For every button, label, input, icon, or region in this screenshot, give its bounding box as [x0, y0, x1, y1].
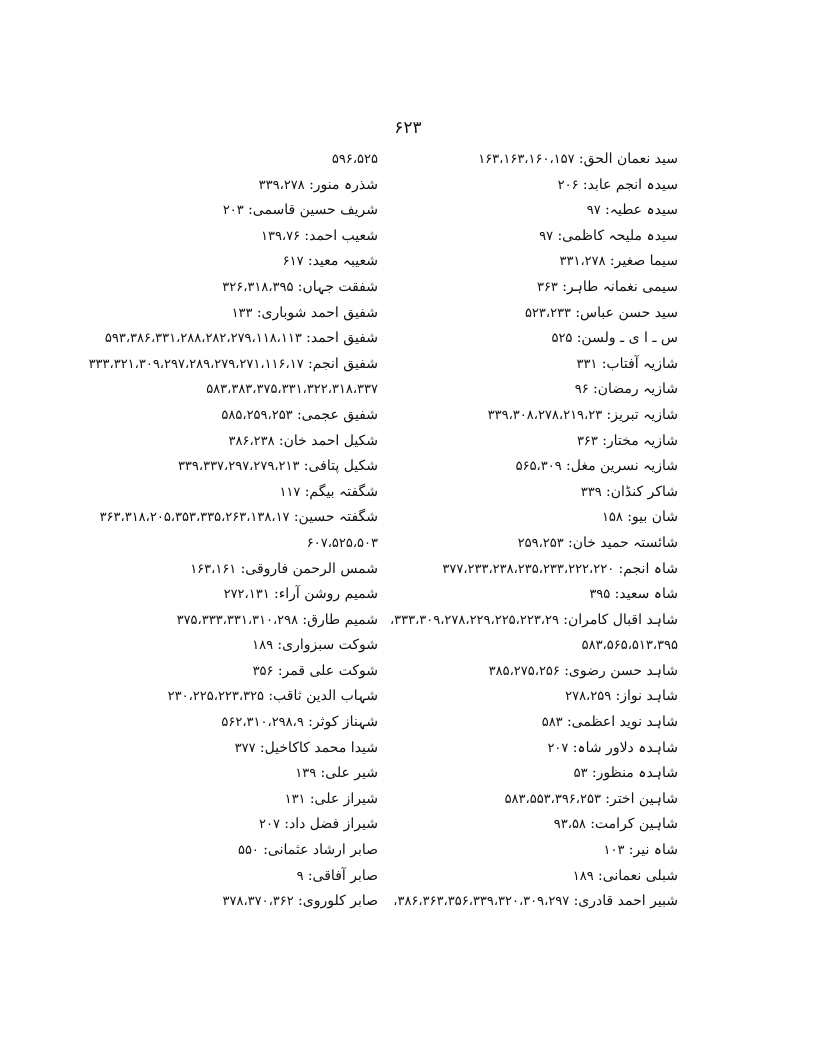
- entry-pages: ۳۶۳،۳۱۸،۲۰۵،۳۵۳،۳۳۵،۲۶۳،۱۳۸،۱۷: [99, 510, 290, 526]
- entry-pages: ۱۱۷: [279, 484, 301, 500]
- entry-pages: ۹: [296, 868, 304, 884]
- index-entry: [108, 429, 378, 455]
- index-entry: [108, 582, 378, 608]
- entry-name: سیما صغیر:: [609, 253, 678, 270]
- entry-name: صابر کلوروی:: [298, 893, 378, 910]
- index-entry: [428, 710, 678, 736]
- index-entry: [428, 224, 678, 250]
- entry-name: شہاب الدین ثاقب:: [268, 688, 378, 705]
- index-entry: [108, 275, 378, 301]
- entry-pages: ۱۳۹،۷۶: [260, 228, 301, 244]
- index-entry: [428, 582, 678, 608]
- index-entry: [108, 812, 378, 838]
- entry-pages: ۱۳۳: [231, 305, 253, 321]
- index-entry: [428, 249, 678, 275]
- entry-name: شازیہ آفتاب:: [601, 355, 678, 372]
- index-entry: [428, 173, 678, 199]
- index-entry: [428, 301, 678, 327]
- entry-name: سیدہ انجم عابد:: [582, 176, 678, 193]
- index-entry: [108, 301, 378, 327]
- index-entry: [108, 224, 378, 250]
- entry-pages: ۳۶۳: [536, 279, 558, 295]
- entry-name: شفیق انجم:: [307, 355, 378, 372]
- entry-pages: ۵۹۳،۳۸۶،۳۳۱،۲۸۸،۲۸۲،۲۷۹،۱۱۸،۱۱۳: [104, 331, 302, 347]
- index-entry: [428, 864, 678, 890]
- entry-pages: ۳۶۳: [576, 433, 598, 449]
- entry-pages: ۵۶۲،۳۱۰،۲۹۸،۹: [221, 715, 304, 731]
- entry-name: شریف حسین قاسمی:: [248, 202, 378, 219]
- index-entry: [428, 736, 678, 762]
- index-column-right: [389, 147, 678, 915]
- entry-pages: ۲۰۶: [557, 177, 579, 193]
- entry-pages: ۳۸۶،۲۳۸: [228, 433, 275, 449]
- entry-name: شفیق احمد:: [306, 330, 378, 347]
- entry-name: شاہ نیر:: [628, 842, 678, 859]
- entry-pages: ۳۳۹،۲۷۸: [258, 177, 305, 193]
- index-entry: [389, 608, 678, 634]
- index-entry: [108, 787, 378, 813]
- entry-name: شازیہ نسرین مغل:: [566, 458, 678, 475]
- entry-pages: ۳۳۳،۳۲۱،۳۰۹،۲۹۷،۲۸۹،۲۷۹،۲۷۱،۱۱۶،۱۷: [88, 356, 304, 372]
- index-entry: [428, 531, 678, 557]
- index-entry: [428, 480, 678, 506]
- entry-pages: ۱۸۹: [572, 868, 594, 884]
- index-entry: [428, 684, 678, 710]
- entry-pages: ۳۷۷: [234, 740, 256, 756]
- entry-name: سیمی نغمانہ طاہر:: [562, 278, 678, 295]
- index-entry: [428, 505, 678, 531]
- entry-pages: ۱۸۹: [252, 638, 274, 654]
- entry-name: شعیبہ معید:: [307, 253, 378, 270]
- entry-pages: ۳۳۱: [576, 356, 598, 372]
- entry-name: شیراز علی:: [309, 790, 378, 807]
- entry-pages: ۳۷۷،۲۳۳،۲۳۸،۲۳۵،۲۳۳،۲۲۲،۲۲۰: [442, 561, 615, 577]
- index-entry: [104, 326, 378, 352]
- index-entry: [108, 659, 378, 685]
- entry-pages: ۲۷۸،۲۵۹: [565, 689, 612, 705]
- index-entry: [108, 173, 378, 199]
- entry-name: شاہ سعید:: [614, 586, 678, 603]
- entry-pages: ۱۵۸: [601, 510, 623, 526]
- entry-name: سیدہ عطیہ:: [605, 202, 678, 219]
- index-entry: [108, 684, 378, 710]
- entry-name: شاہین کرامت:: [590, 816, 678, 833]
- index-entry: [428, 275, 678, 301]
- entry-pages: ۳۳۹: [580, 484, 602, 500]
- entry-pages: ۱۰۳: [603, 843, 625, 859]
- entry-pages: ۲۰۳: [222, 203, 244, 219]
- entry-name: شگفتہ حسین:: [293, 509, 378, 526]
- entry-pages: ۳۵۶: [252, 663, 274, 679]
- index-entry: [108, 864, 378, 890]
- entry-pages: ۵۸۳: [541, 715, 563, 731]
- entry-name: شفیق عجمی:: [296, 406, 378, 423]
- entry-name: شاہدہ دلاور شاہ:: [572, 739, 678, 756]
- entry-name: شکیل احمد خان:: [278, 432, 378, 449]
- index-entry: [108, 198, 378, 224]
- entry-pages: ۶۰۷،۵۲۵،۵۰۳: [306, 535, 378, 551]
- index-entry: [108, 249, 378, 275]
- entry-name: شاہد اقبال کامران:: [563, 611, 678, 628]
- entry-name: شذرہ منور:: [309, 176, 378, 193]
- entry-name: شفیق احمد شوباری:: [256, 304, 378, 321]
- entry-name: شیر علی:: [320, 765, 378, 782]
- entry-name: شگفتہ بیگم:: [304, 483, 378, 500]
- entry-pages: ۲۳۰،۲۲۵،۲۲۳،۳۲۵: [167, 689, 265, 705]
- index-entry: [108, 147, 378, 173]
- entry-pages: ۳۳۳،۳۰۹،۲۷۸،۲۲۹،۲۲۵،۲۲۳،۲۹،: [389, 612, 559, 628]
- index-entry: [108, 608, 378, 634]
- entry-pages: ۱۶۳،۱۶۳،۱۶۰،۱۵۷: [478, 152, 575, 167]
- entry-pages: ۹۶: [574, 382, 589, 398]
- index-entry: [428, 838, 678, 864]
- entry-pages: ۵۸۳،۳۸۳،۳۷۵،۳۳۱،۳۲۲،۳۱۸،۳۳۷: [206, 382, 378, 398]
- entry-name: شاہ انجم:: [618, 560, 678, 577]
- entry-pages: ۵۸۳،۵۶۵،۵۱۳،۳۹۵: [581, 638, 678, 654]
- entry-name: سیدہ ملیحہ کاظمی:: [557, 227, 678, 244]
- index-entry: [428, 557, 678, 583]
- entry-pages: ۳۳۹،۳۰۸،۲۷۸،۲۱۹،۲۳: [487, 407, 603, 423]
- index-entry: [88, 352, 378, 378]
- entry-name: شاہین اختر:: [605, 790, 678, 807]
- index-entry: [108, 761, 378, 787]
- entry-name: شمیم طارق:: [302, 611, 378, 628]
- entry-name: س ـ ا ی ـ ولسن:: [576, 330, 678, 347]
- entry-name: شوکت علی قمر:: [277, 662, 378, 679]
- index-entry: [428, 147, 678, 173]
- entry-pages: ۲۰۷: [547, 740, 569, 756]
- index-entry: [108, 838, 378, 864]
- entry-name: شاہد حسن رضوی:: [564, 662, 678, 679]
- entry-pages: ۵۲۵: [551, 331, 573, 347]
- entry-name: سید حسن عباس:: [575, 304, 678, 321]
- index-entry: [99, 505, 378, 531]
- index-entry: [428, 454, 678, 480]
- entry-pages: ۳۷۵،۳۳۳،۳۳۱،۳۱۰،۲۹۸: [176, 612, 299, 628]
- entry-name: شمس الرحمن فاروقی:: [240, 560, 378, 577]
- index-entry: [108, 557, 378, 583]
- entry-name: شان بیو:: [627, 509, 678, 526]
- index-entry: [428, 198, 678, 224]
- entry-name: شیراز فضل داد:: [284, 816, 378, 833]
- entry-pages: ۵۶۵،۳۰۹: [515, 459, 562, 475]
- entry-name: شازیہ مختار:: [602, 432, 678, 449]
- entry-name: شعیب احمد:: [304, 227, 378, 244]
- entry-pages: ۲۰۷: [259, 817, 280, 833]
- index-entry: [108, 633, 378, 659]
- entry-name: صابر آفاقی:: [307, 867, 378, 884]
- entry-name: شبلی نعمانی:: [597, 867, 678, 884]
- index-entry: [428, 429, 678, 455]
- entry-pages: ۳۷۸،۳۷۰،۳۶۲: [222, 894, 294, 910]
- index-entry: [428, 326, 678, 352]
- entry-pages: ۱۳۹: [295, 766, 317, 782]
- entry-pages: ۳۲۶،۳۱۸،۳۹۵: [222, 279, 294, 295]
- index-entry: [428, 352, 678, 378]
- entry-name: شوکت سبزواری:: [277, 637, 378, 654]
- entry-pages: ۱۳۱: [284, 791, 306, 807]
- index-entry: [108, 377, 378, 403]
- entry-name: شازیہ رمضان:: [593, 381, 678, 398]
- index-entry: [108, 480, 378, 506]
- index-column-left: [88, 147, 378, 915]
- entry-pages: ۳۳۱،۲۷۸: [559, 254, 606, 270]
- entry-name: سید نعمان الحق:: [578, 151, 678, 167]
- entry-pages: ۳۹۵: [589, 587, 611, 603]
- entry-pages: ۵۸۳،۵۵۳،۳۹۶،۲۵۳: [504, 791, 601, 807]
- entry-name: صابر ارشاد عثمانی:: [263, 842, 378, 859]
- entry-name: شیدا محمد کاکاخیل:: [259, 739, 378, 756]
- index-entry: [428, 812, 678, 838]
- index-entry: [428, 659, 678, 685]
- index-entry: [108, 454, 378, 480]
- entry-name: شفقت جہاں:: [297, 278, 378, 295]
- entry-pages: ۲۵۹،۲۵۳: [517, 535, 564, 551]
- index-entry: [428, 761, 678, 787]
- entry-pages: ۵۹۶،۵۲۵: [331, 152, 378, 167]
- entry-pages: ۶۱۷: [282, 254, 304, 270]
- entry-pages: ۵۸۵،۲۵۹،۲۵۳: [221, 407, 293, 423]
- entry-pages: ۵۳: [573, 766, 588, 782]
- entry-name: شازیہ تبریز:: [606, 406, 678, 423]
- entry-name: شاکر کنڈان:: [606, 483, 678, 500]
- entry-pages: ۹۷: [539, 228, 554, 244]
- entry-pages: ۹۷: [586, 203, 601, 219]
- index-entry: [393, 889, 678, 915]
- entry-pages: ۲۷۲،۱۳۱: [223, 587, 270, 603]
- index-entry: [428, 633, 678, 659]
- index-entry: [108, 710, 378, 736]
- index-entry: [428, 787, 678, 813]
- entry-name: شاہدہ منظور:: [591, 765, 678, 782]
- page-number: ۶۲۳: [394, 118, 422, 138]
- entry-name: شمیم روشن آراء:: [273, 586, 378, 603]
- index-entry: [108, 531, 378, 557]
- entry-name: شہناز کوثر:: [308, 714, 378, 731]
- index-entry: [108, 736, 378, 762]
- entry-name: شاہد نوید اعظمی:: [566, 714, 678, 731]
- index-entry: [108, 889, 378, 915]
- entry-pages: ۵۵۰: [237, 843, 259, 859]
- index-entry: [108, 403, 378, 429]
- index-entry: [428, 377, 678, 403]
- entry-pages: ۳۳۹،۳۳۷،۲۹۷،۲۷۹،۲۱۳: [177, 459, 300, 475]
- entry-pages: ۳۸۵،۲۷۵،۲۵۶: [488, 663, 560, 679]
- entry-name: شائستہ حمید خان:: [568, 534, 678, 551]
- entry-name: شبیر احمد قادری:: [573, 893, 678, 910]
- entry-pages: ۳۸۶،۳۶۳،۳۵۶،۳۳۹،۳۲۰،۳۰۹،۲۹۷،: [393, 894, 570, 910]
- index-entry: [428, 403, 678, 429]
- entry-pages: ۱۶۳،۱۶۱: [190, 561, 237, 577]
- entry-name: شکیل پتافی:: [303, 458, 378, 475]
- entry-name: شاہد نواز:: [615, 688, 678, 705]
- entry-pages: ۹۳،۵۸: [553, 817, 586, 833]
- entry-pages: ۵۲۳،۲۳۳: [524, 305, 572, 321]
